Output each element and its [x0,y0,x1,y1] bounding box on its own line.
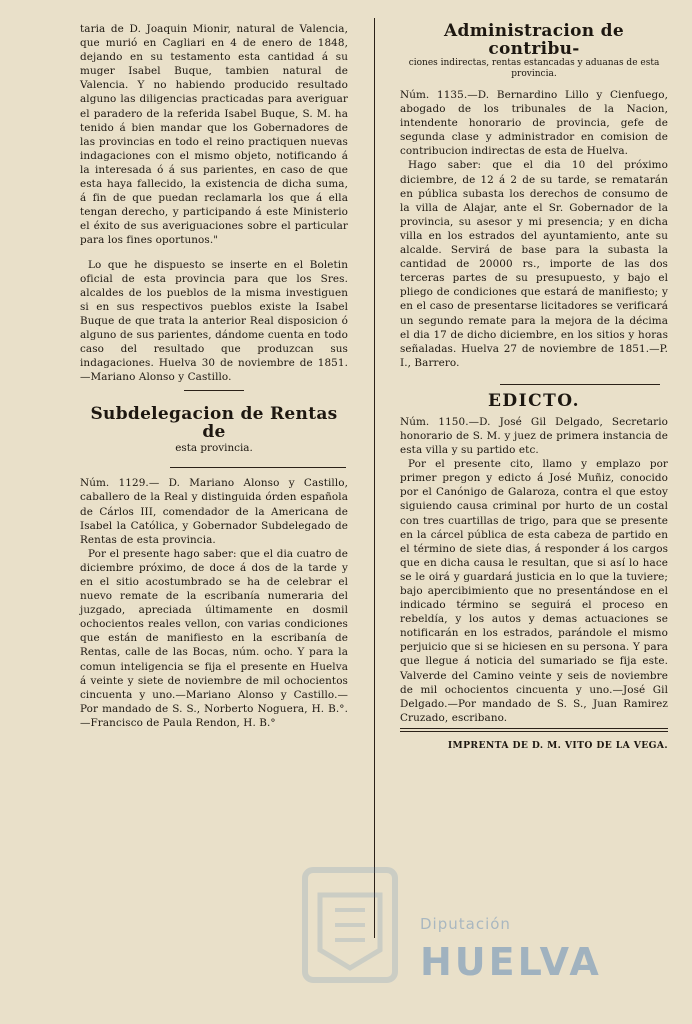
right-column [400,22,668,751]
right-section-title: Administracion de contribu- [444,21,624,59]
watermark-small-text: Diputación [420,915,511,933]
left-section-title: Subdelegacion de Rentas de [90,404,338,443]
watermark-text: HUELVA [420,940,602,984]
right-section-subtitle: ciones indirectas, rentas estancadas y aduanas de esta provincia. [408,58,660,79]
left-paragraph-3: Núm. 1129.— D. Mariano Alonso y Castillo, caballero de la Real y distinguida órden española de Cárlos III, comendador de la Americana de Isabel la Católica, y Gobernador Subdelegado de Rentas de esta provincia. [80,477,348,546]
left-paragraph-2: Lo que he dispuesto se inserte en el Boletin oficial de esta provincia para que los Sres. alcaldes de los pueblos de la misma investiguen si en sus respectivos pueblos existe la Isabel Buque de que trata la anterior Real disposicion ó alguno de sus parientes, dándome cuenta en todo caso del resultado que produzcan sus indagaciones. Huelva 30 de noviembre de 1851.—Mariano Alonso y Castillo. [80,258,348,384]
section-rule [184,390,244,391]
column-divider [374,18,375,938]
left-paragraph-1: taria de D. Joaquin Mionir, natural de Valencia, que murió en Cagliari en 4 de enero de 1848, dejando en su testamento esta cantidad á su muger Isabel Buque, tambien natural de Valencia. Y no habiendo producido resultado alguno las diligencias practicadas para averiguar el paradero de la referida Isabel Buque, S. M. ha tenido á bien mandar que los Gobernadores de las provincias en todo el reino practiquen nuevas indagaciones con el mismo objeto, notificando á la interesada ó á sus parientes, en caso de que esta haya fallecido, la existencia de dicha suma, á fin de que puedan reclamarla los que á ella tengan derecho, y participando á este Ministerio el éxito de sus averiguaciones sobre el particular para los fines oportunos." [80,23,348,247]
right-paragraph-1: Núm. 1135.—D. Bernardino Lillo y Cienfuego, abogado de los tribunales de la Nacion, intendente honorario de provincia, gefe de segunda clase y administrador en comision de contribucion indirectas de esta de Huelva. [400,89,668,158]
right-paragraph-4: Por el presente cito, llamo y emplazo por primer pregon y edicto á José Muñiz, conocido por el Canónigo de Galaroza, contra el que estoy siguiendo causa criminal por hurto de un costal con tres cuartillas de trigo, para que se presente en la cárcel pública de esta cabeza de partido en el término de siete dias, á responder á los cargos que en dicha causa le resultan, que si así lo hace se le oirá y guardará justicia en lo que la tuviere; bajo apercibimiento que no presentándose en el indicado término se seguirá el proceso en rebeldía, y los autos y demas actuaciones se notificarán en los estrados, parándole el mismo perjuicio que si se hiciesen en su persona. Y para que llegue á noticia del sumariado se fija este. Valverde del Camino veinte y seis de noviembre de mil ochocientos cincuenta y uno.—José Gil Delgado.—Por mandado de S. S., Juan Ramirez Cruzado, escribano. [400,458,668,724]
imprenta-rule [400,728,668,732]
left-section-subtitle: esta provincia. [175,442,253,455]
edicto-title: EDICTO. [487,390,581,411]
left-paragraph-4: Por el presente hago saber: que el dia cuatro de diciembre próximo, de doce á dos de la tarde y en el sitio acostumbrado se ha de celebrar el nuevo remate de la escribanía numeraria del juzgado, apreciada últimamente en dosmil ochocientos reales vellon, con varias condiciones que están de manifiesto en la escribanía de Rentas, calle de las Bocas, núm. ocho. Y para la comun inteligencia se fija el presente en Huelva á veinte y siete de noviembre de mil ochocientos cincuenta y uno.—Mariano Alonso y Castillo.—Por mandado de S. S., Norberto Noguera, H. B.°.—Francisco de Paula Rendon, H. B.° [80,547,348,729]
right-paragraph-3: Núm. 1150.—D. José Gil Delgado, Secretario honorario de S. M. y juez de primera instancia de esta villa y su partido etc. [400,415,668,457]
edicto-rule [500,384,660,385]
left-column [80,22,348,730]
imprenta-line: IMPRENTA DE D. M. VITO DE LA VEGA. [447,739,668,751]
right-paragraph-2: Hago saber: que el dia 10 del próximo diciembre, de 12 á 2 de su tarde, se rematarán en pública subasta los derechos de consumo de la villa de Alajar, ante el Sr. Gobernador de la provincia, su asesor y mi presencia; y en dicha villa en los estrados del ayuntamiento, ante su alcalde. Servirá de base para la subasta la cantidad de 20000 rs., importe de las dos terceras partes de su presupuesto, y bajo el pliego de condiciones que estará de manifiesto; y en el caso de presentarse licitadores se verificará un segundo remate para la mejora de la décima el dia 17 de dicho diciembre, en los sitios y horas señaladas. Huelva 27 de noviembre de 1851.—P. I., Barrero. [400,159,668,369]
